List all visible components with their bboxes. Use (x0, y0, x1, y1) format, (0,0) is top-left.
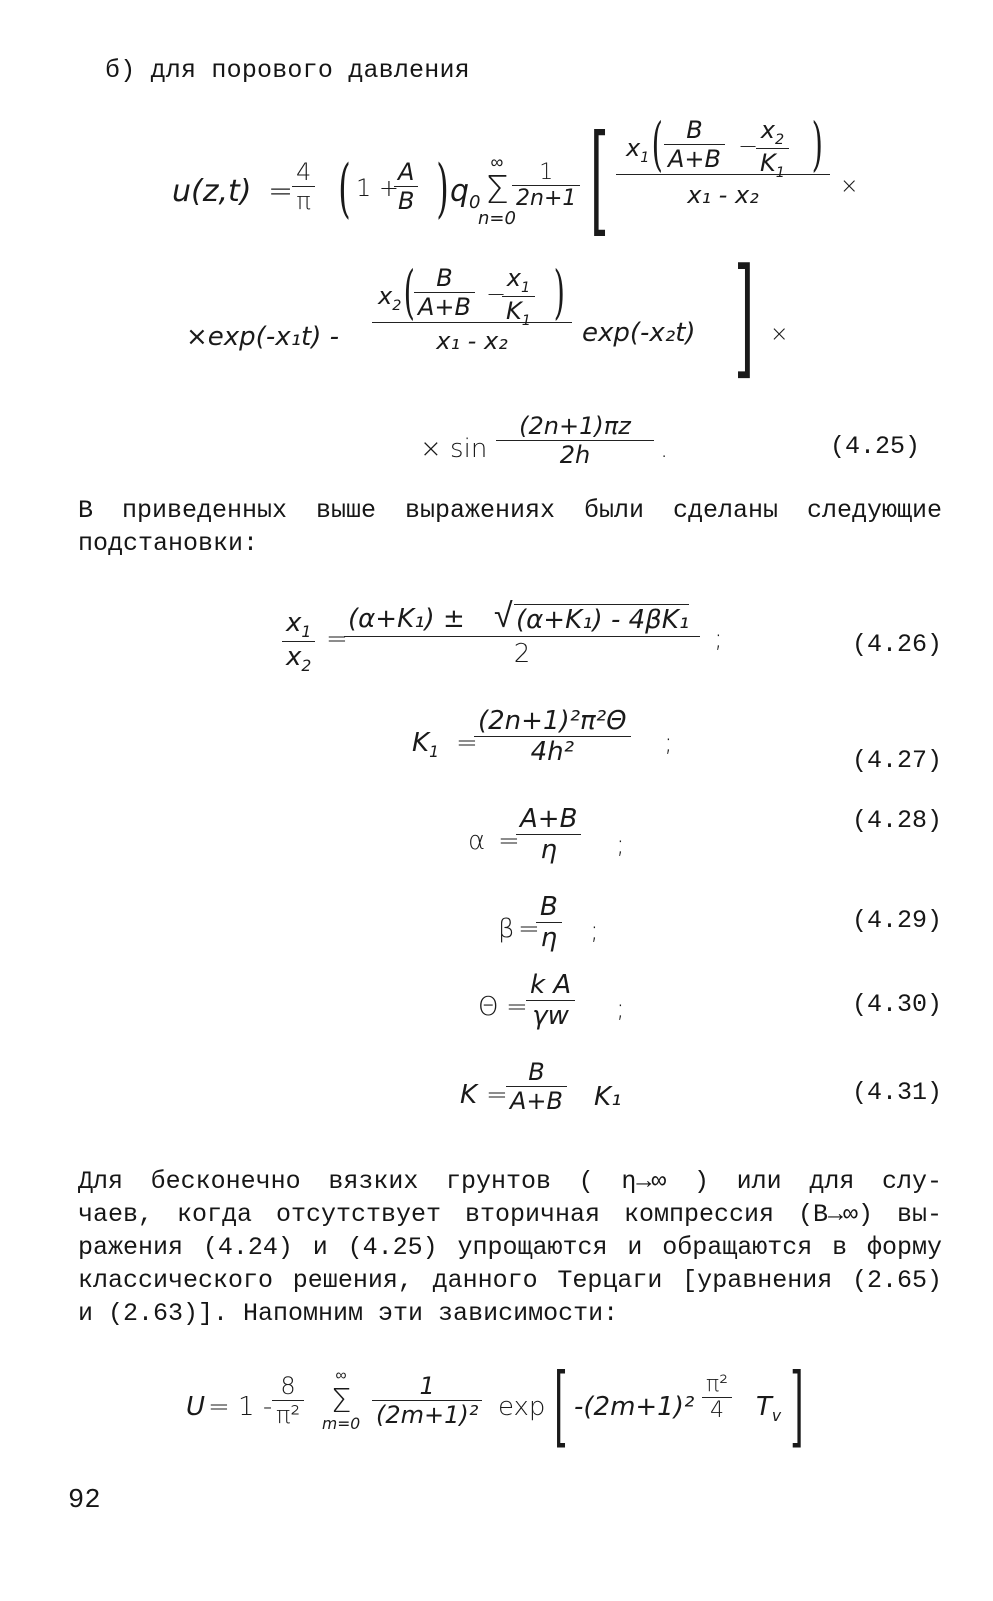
equation-4-30: Θ = $\frac{\text{k A}}{\gamma w}$ ; (478, 970, 625, 1031)
sum-n: ∞ Σ n=0 (478, 152, 516, 230)
equation-4-31: K = $\frac{B}{A+B}$ K₁ (460, 1058, 622, 1115)
4-27-fraction: $\frac{\text{(2n+1)²π²Θ}}{\text{4h²}}$ (474, 706, 631, 767)
fraction-1-denominator: x₁ - x₂ (616, 174, 830, 209)
A-over-B: $\frac{A}{B}$ (394, 158, 418, 215)
bracket-open: [ (590, 110, 609, 249)
equation-number-4-30: (4.30) (852, 990, 943, 1019)
period: . (660, 434, 669, 464)
paren-open: ( (338, 152, 351, 226)
sin-argument: $\frac{(2n+1)\pi z}{2h}$ (496, 412, 654, 469)
fraction-2-denominator: x₁ - x₂ (372, 322, 572, 355)
equation-4-27: $K_1$ = $\frac{\text{(2n+1)²π²Θ}}{\text{4h²}}$ ; (412, 706, 673, 767)
q0: $q_0$ (450, 174, 481, 213)
equation-number-4-28: (4.28) (852, 806, 943, 835)
bracket-close: ] (734, 240, 755, 392)
paragraph-terzaghi: Для бесконечно вязких грунтов ( η→∞ ) или для слу- чаев, когда отсутствует вторичная компрессия (B→∞) вы- ражения (4.24) и (4.25) упрощаются и обращаются в форму классического решения, данного Терцаги [уравнения (2.65) и (2.63)]. Напомним эти зависимости: (78, 1167, 942, 1328)
equation-4-25-line3 (420, 410, 680, 490)
lhs-u: u(z,t) (172, 174, 252, 209)
section-heading: б) для порового давления (105, 56, 470, 85)
fraction-2-numerator: $x_2$ ( $\frac{B}{A+B}$ − $\frac{x_1}{K_1}$ ) (378, 258, 565, 329)
fraction-2 (372, 260, 572, 355)
times-2: × (770, 322, 789, 347)
equation-number-4-29: (4.29) (852, 906, 943, 935)
equation-number-4-27: (4.27) (852, 746, 943, 775)
equals: = (268, 174, 294, 209)
paren-close: ) (436, 152, 449, 226)
fraction-1-numerator: $x_1$ ( $\frac{B}{A+B}$ − $\frac{x_2}{K_1}$ ) (626, 110, 823, 181)
4-29-fraction: $\frac{B}{\eta}$ (536, 892, 562, 953)
pi2-over-4: $\frac{\text{π²}}{4}$ (702, 1372, 732, 1423)
one-plus: 1 + (356, 174, 400, 202)
4-26-numerator: (α+K₁) ± √ (α+K₁) - 4βK₁ (348, 596, 690, 636)
4-28-fraction: $\frac{A+B}{\eta}$ (516, 804, 581, 865)
4-30-fraction: $\frac{\text{k A}}{\gamma w}$ (526, 970, 575, 1031)
8-over-pi2: $\frac{8}{\text{π²}}$ (272, 1372, 304, 1429)
times: × (840, 174, 859, 199)
equation-number-4-25: (4.25) (830, 432, 921, 461)
coef-4-over-pi: $\frac{4}{\pi}$ (292, 158, 315, 215)
4-31-fraction: $\frac{B}{A+B}$ (506, 1058, 567, 1115)
equation-4-28: α = $\frac{A+B}{\eta}$ ; (468, 804, 625, 865)
one-over-2n1: $\frac{1}{2n+1}$ (512, 160, 580, 211)
line2-prefix: ×exp(-x₁t) - (186, 322, 339, 352)
equation-4-29: β = $\frac{B}{\eta}$ ; (498, 892, 599, 953)
paragraph-substitutions: В приведенных выше выражениях были сделаны следующие подстановки: (78, 496, 942, 558)
one-over-2m1sq: $\frac{1}{\text{(2m+1)²}}$ (372, 1372, 482, 1429)
sin-prefix: × sin (420, 434, 488, 464)
equation-4-25-line1 (172, 108, 872, 249)
equation-number-4-26: (4.26) (852, 630, 943, 659)
4-26-denominator: 2 (344, 636, 700, 669)
4-26-fraction (344, 596, 700, 669)
equation-number-4-31: (4.31) (852, 1078, 943, 1107)
equation-terzaghi: U = 1 - $\frac{8}{\text{π²}}$ ∞ Σ m=0 $\frac{1}{\text{(2m+1)²}}$ exp [ -(2m+1)² $\frac{\text{π²}}{4}$ $T_v$ ] (186, 1354, 804, 1457)
fraction-1 (616, 110, 830, 209)
line2-suffix: exp(-x₂t) (582, 318, 696, 348)
equation-4-26: $\frac{x_1}{x_2}$ = (α+K₁) ± √ (α+K₁) - 4βK₁ 2 ; (282, 590, 742, 680)
x1-over-x2: $\frac{x_1}{x_2}$ (282, 608, 315, 675)
equation-4-25-line2 (186, 240, 806, 392)
page-number: 92 (68, 1486, 101, 1516)
sum-m: ∞ Σ m=0 (322, 1366, 361, 1433)
